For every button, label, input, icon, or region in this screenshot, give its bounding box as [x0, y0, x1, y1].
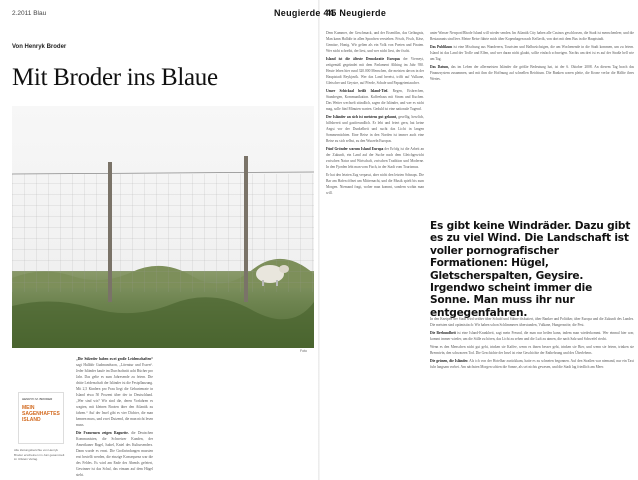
paragraph-lead: Das Datum, [430, 65, 450, 69]
paragraph-text: Dem Kummer, der Geschmack, und der Eisenfilm, das Gefängnis, Man kann Halldór in allen Sprachen verstehen. Frisch, Fisch, Käse, Gemüse, Honig. Wir gelten als ein Volk von Poeten und Piraten. Wer nicht schreibt, der liest, und wer nicht liest, der fischt. [326, 31, 424, 53]
paragraph-text: Er hat den letzten Zug verpasst, aber nicht den letzten Schnaps. Die Bar am Hafen öffnet um Mitternacht, und die Musik spielt bis zum Morgen. Niemand fragt, woher man kommt, sondern wohin man will. [326, 173, 424, 195]
paragraph-text: der Erfolg ist die Arbeit an der Zukunft, ein Land auf der Suche nach dem Gleichgewicht zwischen Natur und Wirtschaft, zwischen Tradition und Moderne. In den Fjorden lebt man vom Fisch, in der Stadt vom Tourismus. [326, 147, 424, 169]
paragraph-lead: Die Brehundheit [430, 331, 456, 335]
paragraph-text: ist eine Island-Krankheit, sagt mein Freund, die man nur heilen kann, indem man wiederkommt. Wer einmal hier war, kommt immer wieder, um die Stille zu hören, das Licht zu sehen und die Luft zu atmen, die nach Salz und Schwefel riecht. [430, 331, 634, 341]
article-column-left-2 [162, 28, 314, 474]
running-head-left: Neugierde 44 [274, 8, 335, 18]
paragraph [430, 358, 634, 370]
paragraph [430, 330, 634, 342]
paragraph [326, 146, 424, 170]
paragraph-lead: Das Publikum [430, 45, 453, 49]
article-column-right-1 [326, 30, 424, 474]
headline: Mit Broder ins Blaue [12, 64, 218, 91]
book-cover [18, 392, 64, 444]
paragraph [76, 430, 153, 478]
book-title: MEIN SAGENHAFTES ISLAND [22, 405, 60, 423]
book-author: HENRYK M. BRODER [22, 397, 53, 401]
paragraph [326, 172, 424, 196]
paragraph-text: der Vierneyt, zeitgemäß gegründet mit dem Parlament Althing im Jahr 930. Heute leben hier rund 320.000 Menschen, die meisten davon in der Hauptstadt Reykjavík. Wer das Land bereist, trifft auf Vulkane, Gletscher und Geysire, auf Pferde, Schafe und Papageientaucher. [326, 57, 425, 85]
paragraph-text: unter Wasser Newport/Rhode Island will wieder senden. Im Atlantik City haben alle Casinos geschlossen, die Stadt ist menschenleer, und die Restaurants sind leer. Meine Reise führte mich über Kopenhagen nach Keflavík, von dort mit dem Bus in die Hauptstadt. [430, 31, 634, 41]
paragraph [430, 64, 634, 82]
pull-quote: Es gibt keine Windräder. Dazu gibt es zu viel Wind. Die Landschaft ist voller pornografischer Formationen: Hügel, Gletscherspalten, Geysire. Irgendwo scheint immer die Sonne. Man muss ihr nur entgegenfahren. [430, 220, 631, 319]
paragraph-text: das im Leben der allermeisten Isländer die größte Bedeutung hat, ist der 6. Oktober 2008. An diesem Tag brach das Finanzsystem zusammen, und mit ihm die Hoffnung auf schnellen Reichtum. Die Banken waren pleite, die Krone verlor die Hälfte ihres Wertes. [430, 65, 634, 81]
book-caption: Alle Zeitungsberichte von Henryk Broder erscheinen im Juni gesammelt im Ullstein Verlag. [14, 448, 65, 461]
paragraph-lead: Fünf Grönder warum Island Europa [326, 147, 384, 151]
paragraph-text: Als ich von der Hotelbar zurückkam, hatte es zu schneien begonnen. Auf den Straßen war niemand, nur ein Taxi fuhr langsam vorbei. Am nächsten Morgen schien die Sonne, als sei nichts gewesen, und die Stadt lag friedlich am Meer. [430, 359, 634, 369]
paragraph-text: In den Kneipen der Stadt wird seither über Schuld und Sühne diskutiert, über Banker und Politiker, über Europa und die Zukunft des Landes. Die meisten sind optimistisch: Wir haben schon Schlimmeres überstanden, Vulkane, Hungersnöte, die Pest. [430, 317, 634, 327]
paragraph-text: sagt Halldór Gudmundsson, „Literatur und Essen“. Jeder Isländer kaufe im Durchschnitt acht Bücher pro Jahr. Das gelte es zum Jahresende zu feiern. Die dritte Leidenschaft der Isländer ist die Festpflanzung. Mit 2,5 Kindern pro Frau liegt die Geburtenrate in Island etwa 50 Prozent über der in Deutschland. „Wer sind wir? Wir sind die, deren Vorfahren es wagten, mit kleinen Booten über den Atlantik zu fahren.“ Auf der Insel gibt es vier Dichter, die man kennen muss, und zwei Dutzend, die man nicht lesen muss. [76, 363, 153, 427]
paragraph [430, 344, 634, 356]
paragraph [76, 356, 153, 428]
paragraph [326, 114, 424, 144]
photo-credit: Foto [300, 349, 308, 353]
paragraph-text: die Deutschen Kommunisten, die Schweizer Kunden, der Amerikaner Bagel, Isabel, Kniel des Kultursenders. Dann wurde es ernst. Die Großwindungen mussten erst bestellt werden, die einzige Konsequenz war die des Feldes. Es wird am Ende des Abends gefeiert, Gewinner ist das Schaf, das einsam auf dem Hügel steht. [76, 431, 153, 477]
paragraph [430, 316, 634, 328]
folio-left: 2.2011 Blau [12, 10, 47, 17]
paragraph-lead: Island ist die älteste Demokratie Europas [326, 57, 401, 61]
paragraph [430, 44, 634, 62]
paragraph-text: gesellig, herzlich, hilfsbereit und gastfreundlich. Er lebt und feiert gern, hat keine Angst vor der Dunkelheit und sucht das Licht in langen Sommernächten. Eine Reise in den Norden ist immer auch eine Reise zu sich selbst, zu den Wurzeln Europas. [326, 115, 424, 143]
paragraph [326, 30, 424, 54]
paragraph [430, 30, 634, 42]
paragraph [326, 56, 424, 86]
paragraph-text: Wenn es den Menschen nicht gut geht, trinken sie Kaffee, wenn es ihnen besser geht, trinken sie Bier, und wenn sie feiern, trinken sie Brennivín, den schwarzen Tod. Die Geschichte der Insel ist eine Geschichte der Entbehrung und des Überlebens. [430, 345, 634, 355]
running-head-right: 45 Neugierde [326, 8, 387, 18]
page-gutter [318, 0, 320, 480]
paragraph-lead: Die Frauensen zeigen Raguette. [76, 431, 129, 435]
paragraph-lead: Die grünen, die Isländer. [430, 359, 469, 363]
byline: Von Henryk Broder [12, 44, 67, 50]
paragraph-lead: Unser Schicksal heißt Island-Tief. [326, 89, 389, 93]
paragraph [326, 88, 424, 112]
paragraph-lead: „Die Sülzeder haben zwei große Leidenschaften“ [76, 357, 153, 361]
book-promo [14, 392, 66, 462]
paragraph-text: ist eine Mischung aus Wanderern, Touristen und Halbwüchsigen, die am Wochenende in die Stadt kommen, um zu feiern. Island ist das Land der Trolle und Elfen, und wer daran nicht glaubt, sollte einfach schweigen. Nachts um drei ist es auf der Straße hell wie am Tag. [430, 45, 634, 61]
article-column-right-3 [430, 316, 634, 474]
article-column-right-2 [430, 30, 634, 215]
paragraph-lead: Der Isländer an sich ist meistens gut gelaunt, [326, 115, 397, 119]
paragraph-text: Regen, Eisbrechen, Standregen, Kommunikation. Kaffeehaus mit Strom und Kuchen. Das Wetter wechselt stündlich, sagen die Isländer, und wer es nicht mag, solle fünf Minuten warten. Geduld ist eine nationale Tugend. [326, 89, 424, 111]
article-column-left-1 [76, 356, 153, 477]
